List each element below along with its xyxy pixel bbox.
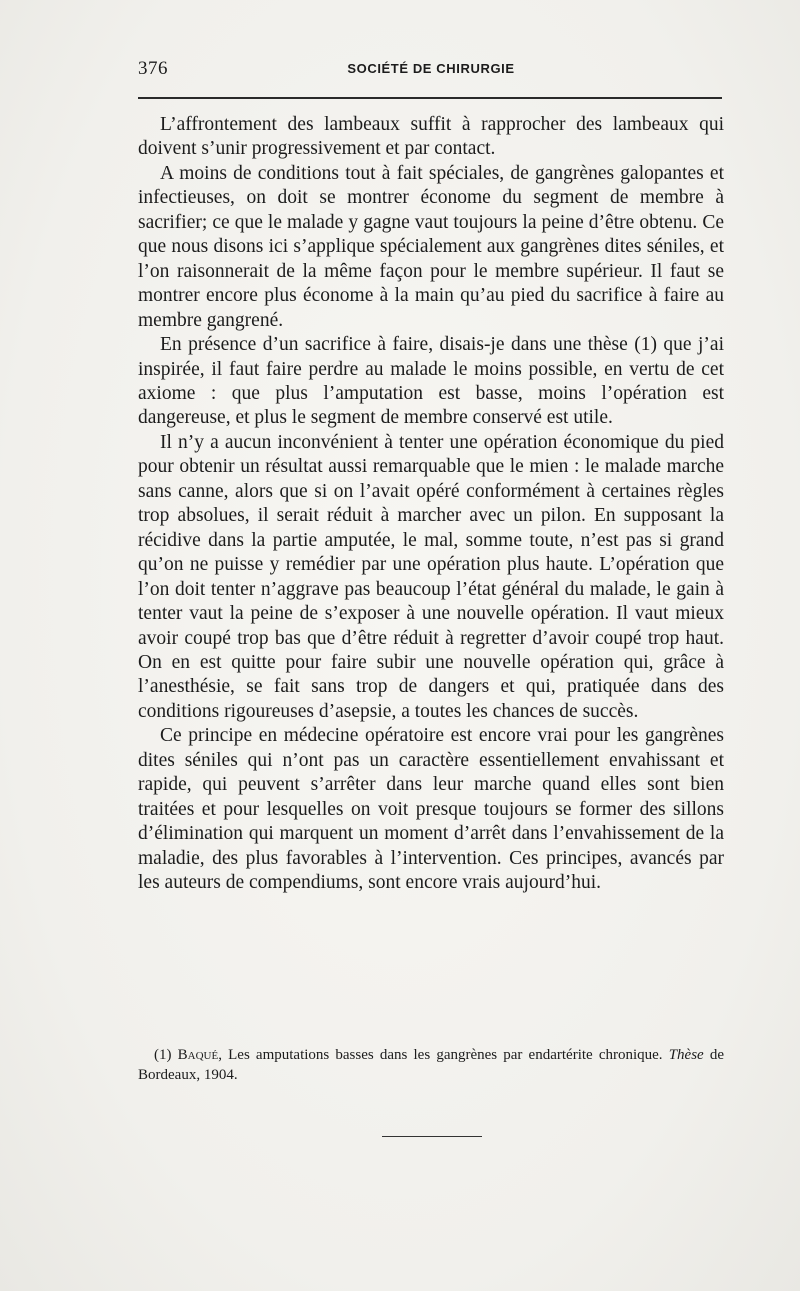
- footnote-paragraph: [138, 1045, 724, 1085]
- footnote-rest: de Bordeaux, 1904.: [138, 1047, 725, 1083]
- paragraph-affrontement: L’affrontement des lambeaux suffit à rapprocher des lambeaux qui doivent s’unir progressivement et par contact.: [138, 114, 724, 160]
- paragraph-inconvenient: Il n’y a aucun inconvénient à tenter une opération économique du pied pour obtenir un résultat aussi remarquable que le mien : le malade marche sans canne, alors que si on l’avait opéré conformément à certaines règles trop absolues, il serait réduit à marcher avec un pilon. En supposant la récidive dans la partie amputée, le mal, somme toute, n’est pas si grand qu’on ne puisse y remédier par une opération plus haute. L’opération que l’on doit tenter n’aggrave pas beaucoup l’état général du malade, le gain à tenter vaut la peine de s’exposer à une nouvelle opération. Il vaut mieux avoir coupé trop bas que d’être réduit à regretter d’avoir coupé trop haut. On en est quitte pour faire subir une nouvelle opération qui, grâce à l’anesthésie, se fait sans trop de dangers et qui, pratiquée dans des conditions rigoureuses d’asepsie, a toutes les chances de succès.: [138, 431, 724, 722]
- end-rule: [382, 1136, 482, 1137]
- header-rule: [138, 97, 722, 99]
- body-text: [138, 113, 724, 896]
- paragraph-sacrifice: En présence d’un sacrifice à faire, disais-je dans une thèse (1) que j’ai inspirée, il faut faire perdre au malade le moins possible, en vertu de cet axiome : que plus l’amputation est basse, moins l’opération est dangereuse, et plus le segment de membre conservé est utile.: [138, 334, 724, 429]
- page-header: [138, 58, 724, 82]
- paragraph-conditions: A moins de conditions tout à fait spéciales, de gangrènes galopantes et infectieuses, on doit se montrer économe du segment de membre à sacrifier; ce que le malade y gagne vaut toujours la peine d’être obtenu. Ce que nous disons ici s’applique spécialement aux gangrènes dites séniles, et l’on raisonnerait de la même façon pour le membre supérieur. Il faut se montrer encore plus économe à la main qu’au pied du sacrifice à faire au membre gangrené.: [138, 162, 724, 331]
- running-title: SOCIÉTÉ DE CHIRURGIE: [347, 61, 515, 76]
- paragraph-principe: Ce principe en médecine opératoire est encore vrai pour les gangrènes dites séniles qui n’ont pas un caractère essentiellement envahissant et rapide, qui peuvent s’arrêter dans leur marche quand elles sont bien traitées et pour lesquelles on voit presque toujours se former des sillons d’élimination qui marquent un moment d’arrêt dans l’envahissement de la maladie, des plus favorables à l’intervention. Ces principes, avancés par les auteurs de compendiums, sont encore vrais aujourd’hui.: [138, 725, 724, 894]
- footnote-author: Baqué,: [177, 1047, 222, 1063]
- footnote-marker: (1): [154, 1047, 172, 1063]
- page-number: 376: [138, 58, 168, 79]
- footnote-title: Les amputations basses dans les gangrènes par endartérite chronique.: [228, 1047, 663, 1063]
- footnote-these: Thèse: [668, 1047, 704, 1063]
- footnote: [138, 1045, 724, 1085]
